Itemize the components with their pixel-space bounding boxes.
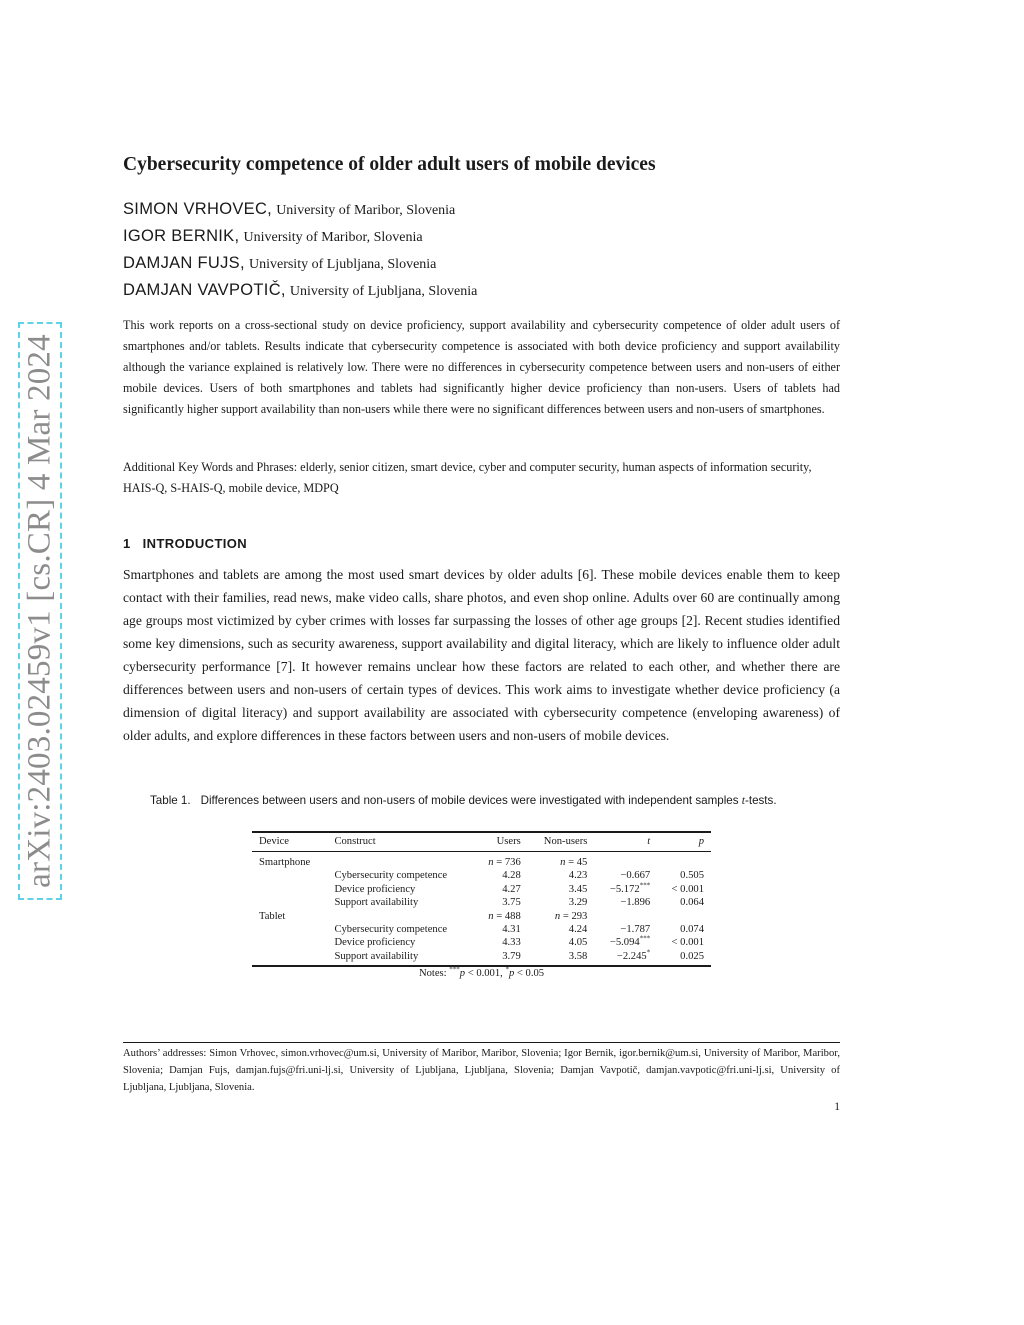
section-heading	[123, 536, 247, 551]
construct-cell: Cybersecurity competence	[334, 924, 448, 936]
t-cell: −2.245*	[594, 950, 657, 966]
keywords: Additional Key Words and Phrases: elderly, senior citizen, smart device, cyber and computer security, human aspects of information security, HAIS-Q, S-HAIS-Q, mobile device, MDPQ	[123, 460, 812, 495]
users-cell: 4.31	[502, 924, 521, 936]
table-label: Table 1.	[150, 794, 191, 807]
col-users: Users	[474, 832, 528, 852]
construct-cell: Device proficiency	[334, 937, 416, 949]
author-affiliation: University of Ljubljana, Slovenia	[289, 284, 478, 299]
col-t: t	[594, 832, 657, 852]
table-row	[252, 910, 711, 923]
t-cell: −1.787	[620, 924, 651, 936]
users-cell: 3.75	[502, 897, 521, 909]
users-cell: 3.79	[474, 950, 528, 966]
table-row	[252, 896, 711, 909]
p-cell: 0.025	[657, 950, 711, 966]
abstract: This work reports on a cross-sectional study on device proficiency, support availability and cybersecurity competence of older adult users of smartphones and/or tablets. Results indicate that cybersecurity competence is associated with both device proficiency and support availability although the variance explained is relatively low. There were no differences in cybersecurity competence between users and non-users of either mobile devices. Users of both smartphones and tablets had significantly higher device proficiency than non-users. Users of tablets had significantly higher support availability than non-users while there were no significant differences between users and non-users of smartphones.	[123, 318, 840, 416]
author-1	[123, 199, 455, 219]
table-row	[252, 852, 711, 870]
author-name: DAMJAN VAVPOTIČ,	[123, 281, 286, 299]
introduction-text: Smartphones and tablets are among the most used smart devices by older adults [6]. These mobile devices enable them to keep contact with their families, read news, make video calls, share photos, and even shop online. Adults over 60 are continually among age groups most victimized by cyber crimes with losses far surpassing the losses of other age groups [2]. Recent studies identified some key dimensions, such as security awareness, support availability and digital literacy, which are likely to influence older adult cybersecurity performance [7]. It however remains unclear how these factors are related to each other, and whether there are differences between users and non-users of certain types of devices. This work aims to investigate whether device proficiency (a dimension of digital literacy) and support availability are associated with cybersecurity competence (enveloping awareness) of older adults, and explore differences in these factors between users and non-users of mobile devices.	[123, 567, 840, 743]
footnote-rule	[123, 1042, 840, 1043]
author-name: DAMJAN FUJS,	[123, 254, 245, 272]
table-header-row	[252, 832, 711, 852]
p-cell: 0.064	[680, 897, 704, 909]
caption-text: Differences between users and non-users of mobile devices were investigated with independent samples	[200, 794, 742, 807]
t-cell: −1.896	[620, 897, 651, 909]
p-cell: 0.074	[680, 924, 704, 936]
author-3	[123, 253, 436, 273]
col-construct: Construct	[327, 832, 474, 852]
col-nonusers: Non-users	[528, 832, 595, 852]
results-table	[252, 831, 711, 967]
nonusers-cell: 4.05	[568, 937, 588, 949]
n-nonusers-cell: n = 45	[560, 857, 588, 868]
author-affiliation: University of Ljubljana, Slovenia	[248, 257, 437, 272]
caption-text-end: -tests.	[744, 794, 777, 807]
p-cell: < 0.001	[671, 883, 704, 895]
t-cell: −5.094***	[609, 934, 651, 949]
n-users-cell: n = 488	[488, 910, 521, 922]
author-4	[123, 280, 477, 300]
table-row	[252, 950, 711, 966]
nonusers-cell: 3.58	[528, 950, 595, 966]
users-cell: 4.33	[502, 937, 521, 949]
table-row	[252, 936, 711, 949]
arxiv-stamp	[18, 322, 62, 900]
section-title: INTRODUCTION	[142, 536, 248, 551]
p-cell: < 0.001	[671, 937, 704, 949]
author-2	[123, 226, 423, 246]
author-name: IGOR BERNIK,	[123, 227, 240, 245]
nonusers-cell: 4.23	[568, 870, 588, 882]
author-affiliation: University of Maribor, Slovenia	[243, 230, 423, 245]
page-number: 1	[834, 1101, 840, 1113]
device-cell: Smartphone	[259, 857, 311, 868]
authors-addresses-footnote: Authors’ addresses: Simon Vrhovec, simon.vrhovec@um.si, University of Maribor, Maribor, Slovenia; Igor Bernik, igor.bernik@um.si, University of Maribor, Maribor, Slovenia; Damjan Fujs, damjan.fujs@fri.uni-lj.si, University of Ljubljana, Ljubljana, Slovenia; Damjan Vavpotič, damjan.vavpotic@fri.uni-lj.si, University of Ljubljana, Ljubljana, Slovenia.	[123, 1048, 840, 1093]
table-row	[252, 883, 711, 896]
col-p: p	[657, 832, 711, 852]
construct-cell: Cybersecurity competence	[334, 870, 448, 882]
users-cell: 4.27	[502, 883, 521, 895]
t-cell: −0.667	[620, 870, 651, 882]
construct-cell: Support availability	[334, 897, 419, 909]
n-users-cell: n = 736	[488, 857, 521, 868]
construct-cell: Support availability	[327, 950, 474, 966]
table-notes: Notes: ***p < 0.001, *p < 0.05	[418, 965, 545, 979]
section-number: 1	[123, 536, 131, 551]
p-cell: 0.505	[680, 870, 704, 882]
author-affiliation: University of Maribor, Slovenia	[276, 203, 456, 218]
n-nonusers-cell: n = 293	[554, 910, 588, 922]
table-caption	[150, 794, 777, 807]
author-name: SIMON VRHOVEC,	[123, 200, 273, 218]
construct-cell: Device proficiency	[334, 883, 416, 895]
nonusers-cell: 3.45	[568, 883, 588, 895]
col-device: Device	[252, 832, 327, 852]
users-cell: 4.28	[502, 870, 521, 882]
device-cell: Tablet	[259, 910, 286, 922]
nonusers-cell: 4.24	[568, 924, 588, 936]
t-cell: −5.172***	[609, 881, 651, 895]
caption-var: t	[741, 794, 745, 807]
nonusers-cell: 3.29	[568, 897, 588, 909]
paper-title: Cybersecurity competence of older adult users of mobile devices	[123, 154, 656, 175]
arxiv-stamp-text: arXiv:2403.02459v1 [cs.CR] 4 Mar 2024	[21, 334, 58, 888]
